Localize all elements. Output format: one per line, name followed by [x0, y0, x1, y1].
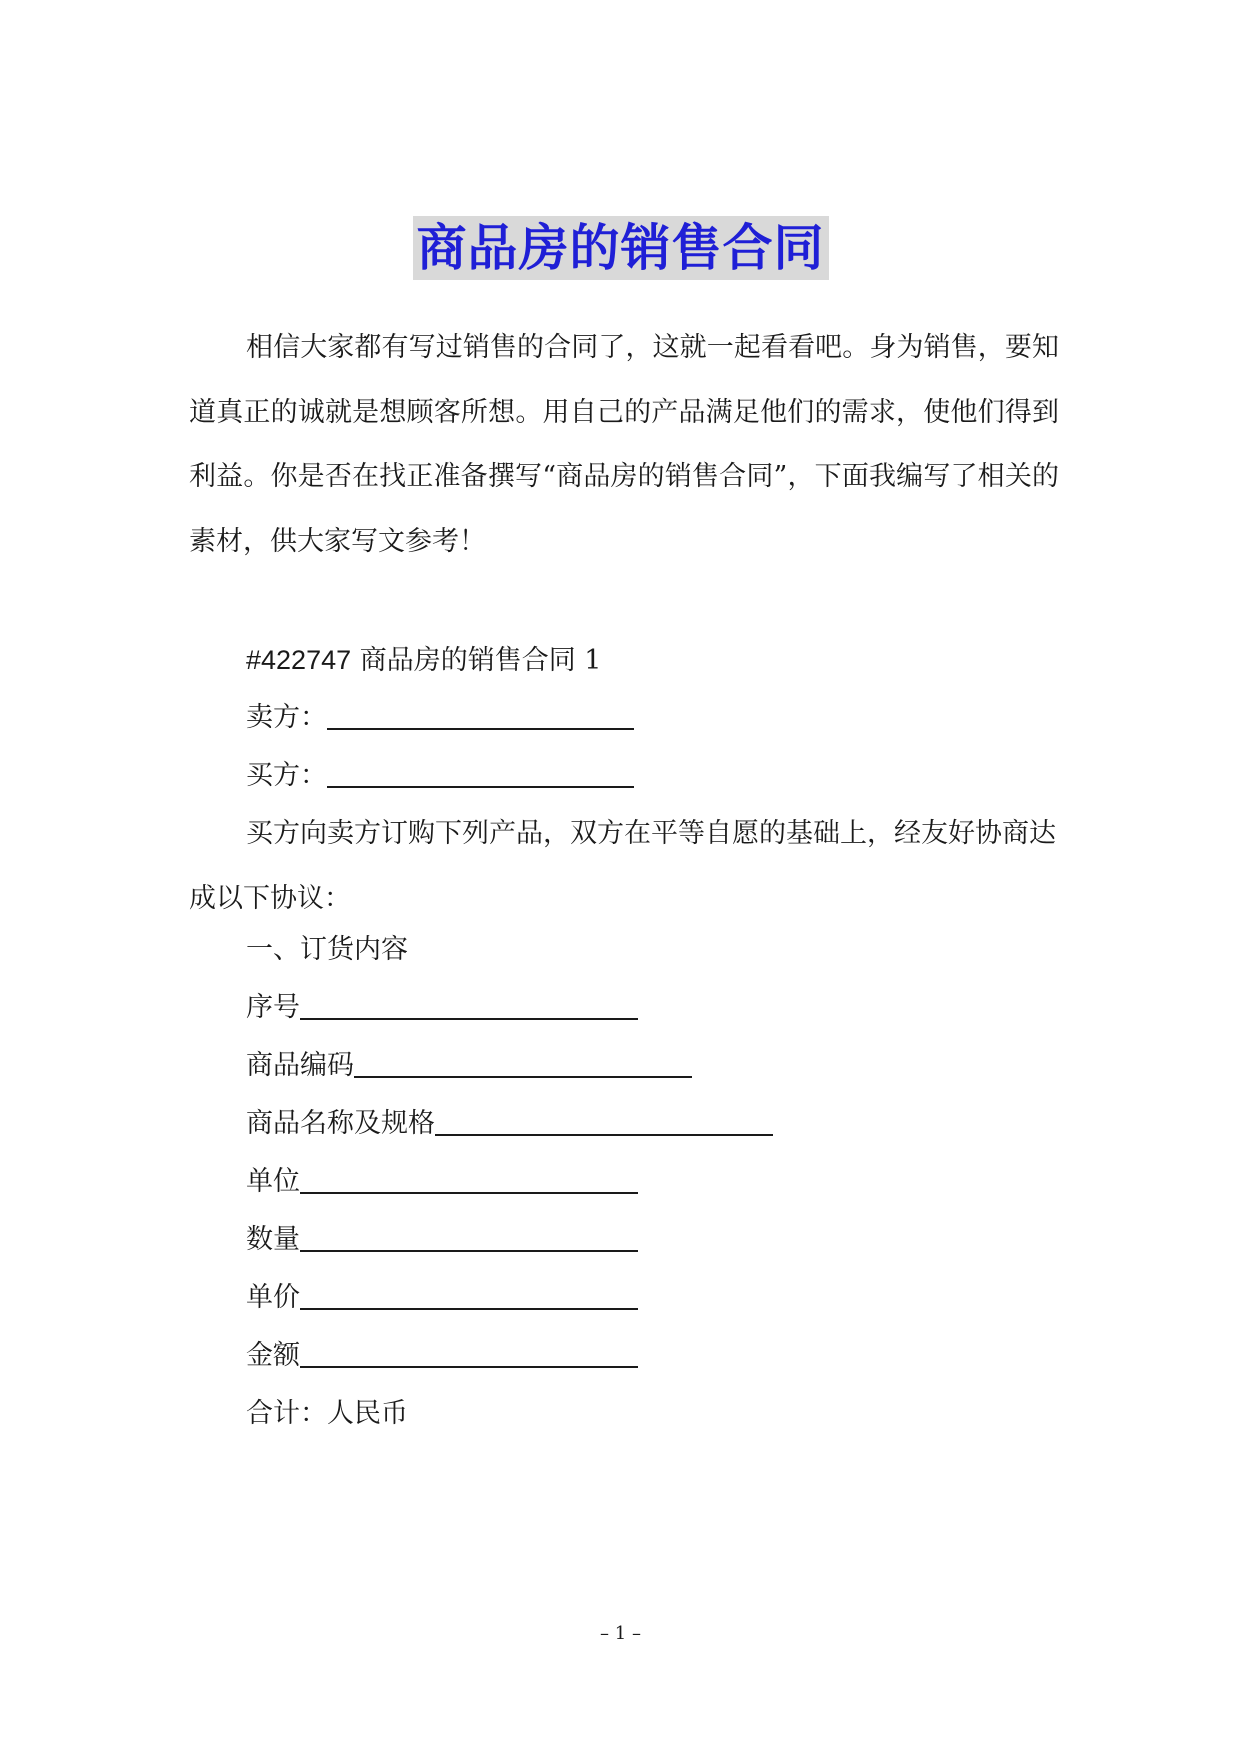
quantity-blank — [300, 1222, 638, 1252]
title-container — [0, 216, 1241, 280]
product-code-line — [246, 1046, 692, 1086]
product-code-blank — [354, 1048, 692, 1078]
product-name-line — [246, 1104, 773, 1144]
serial-blank — [300, 990, 638, 1020]
contract-code: #422747 — [246, 645, 352, 675]
total-line: 合计：人民币 — [246, 1398, 408, 1429]
amount-label: 金额 — [246, 1340, 300, 1371]
buyer-blank — [327, 758, 634, 788]
product-name-label: 商品名称及规格 — [246, 1108, 435, 1139]
seller-label: 卖方： — [246, 702, 327, 733]
quantity-label: 数量 — [246, 1224, 300, 1255]
unit-price-line — [246, 1278, 638, 1318]
product-code-label: 商品编码 — [246, 1050, 354, 1081]
contract-heading — [246, 640, 601, 681]
intro-paragraph: 相信大家都有写过销售的合同了，这就一起看看吧。身为销售，要知道真正的诚就是想顾客所想。用自己的产品满足他们的需求，使他们得到利益。你是否在找正准备撰写“商品房的销售合同”，下面我编写了相关的素材，供大家写文参考！ — [189, 332, 1059, 557]
section-order-content: 一、订货内容 — [246, 934, 408, 965]
seller-line — [246, 698, 634, 738]
buyer-label: 买方： — [246, 760, 327, 791]
unit-label: 单位 — [246, 1166, 300, 1197]
amount-line — [246, 1336, 638, 1376]
unit-line — [246, 1162, 638, 1202]
amount-blank — [300, 1338, 638, 1368]
contract-heading-text: 商品房的销售合同 1 — [351, 645, 602, 676]
product-name-blank — [435, 1106, 773, 1136]
page-number: – 1 – — [600, 1623, 641, 1644]
unit-price-blank — [300, 1280, 638, 1310]
unit-blank — [300, 1164, 638, 1194]
quantity-line — [246, 1220, 638, 1260]
serial-label: 序号 — [246, 992, 300, 1023]
buyer-line — [246, 756, 634, 796]
agreement-paragraph: 买方向卖方订购下列产品，双方在平等自愿的基础上，经友好协商达成以下协议： — [189, 818, 1056, 914]
serial-line — [246, 988, 638, 1028]
unit-price-label: 单价 — [246, 1282, 300, 1313]
seller-blank — [327, 700, 634, 730]
document-title: 商品房的销售合同 — [413, 216, 829, 280]
